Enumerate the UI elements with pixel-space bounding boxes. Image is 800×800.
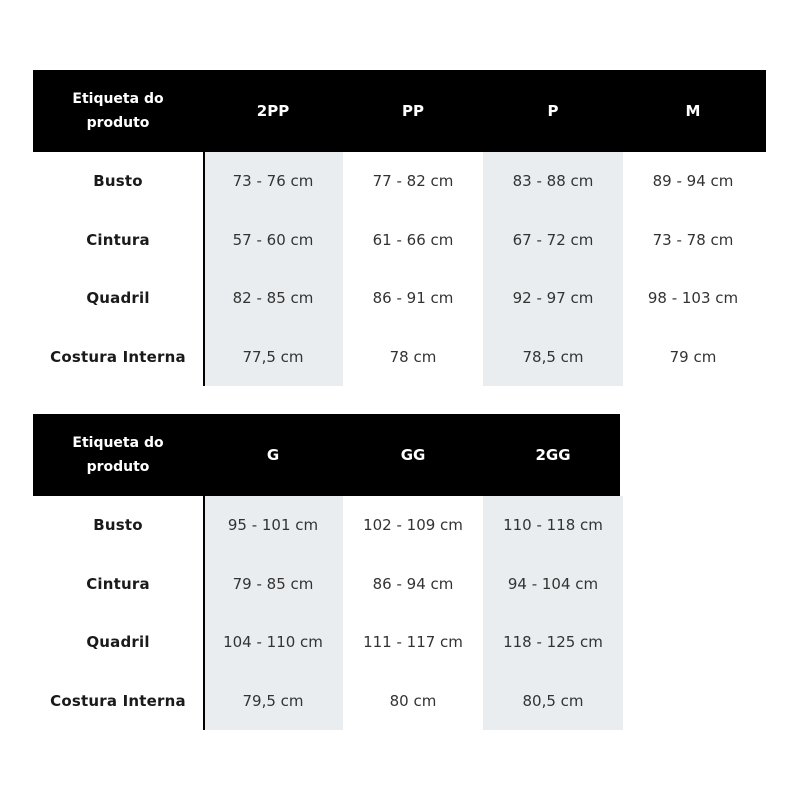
table-cell: 80,5 cm bbox=[522, 691, 584, 710]
table-cell: 61 - 66 cm bbox=[372, 230, 454, 249]
size-header-g: G bbox=[266, 446, 280, 464]
table-cell: 94 - 104 cm bbox=[507, 574, 599, 593]
row-label-busto: Busto bbox=[93, 172, 143, 191]
size-header-pp: PP bbox=[402, 102, 424, 120]
table-cell: 92 - 97 cm bbox=[512, 289, 594, 308]
row-label-quadril: Quadril bbox=[86, 633, 150, 652]
table-cell: 73 - 76 cm bbox=[232, 172, 314, 191]
table-cell: 95 - 101 cm bbox=[227, 516, 319, 535]
table-cell: 79,5 cm bbox=[242, 691, 304, 710]
size-table-1 bbox=[33, 70, 766, 386]
row-label-costura-interna: Costura Interna bbox=[50, 347, 186, 366]
table-cell: 57 - 60 cm bbox=[232, 230, 314, 249]
table-header bbox=[33, 70, 766, 152]
table-cell: 98 - 103 cm bbox=[647, 289, 739, 308]
table-row bbox=[33, 672, 623, 731]
size-table-2 bbox=[33, 414, 623, 730]
table-body bbox=[33, 496, 623, 730]
table-row bbox=[33, 613, 623, 672]
table-cell: 83 - 88 cm bbox=[512, 172, 594, 191]
table-cell: 79 - 85 cm bbox=[232, 574, 314, 593]
table-row bbox=[33, 269, 766, 328]
row-label-costura-interna: Costura Interna bbox=[50, 691, 186, 710]
table-cell: 77 - 82 cm bbox=[372, 172, 454, 191]
row-label-cintura: Cintura bbox=[86, 230, 150, 249]
table-cell: 102 - 109 cm bbox=[363, 516, 463, 535]
table-cell: 78,5 cm bbox=[522, 347, 584, 366]
row-label-busto: Busto bbox=[93, 516, 143, 535]
table-header bbox=[33, 414, 620, 496]
table-cell: 111 - 117 cm bbox=[363, 633, 463, 652]
column-divider bbox=[203, 496, 205, 730]
column-divider bbox=[203, 152, 205, 386]
table-cell: 118 - 125 cm bbox=[503, 633, 603, 652]
table-cell: 77,5 cm bbox=[242, 347, 304, 366]
size-header-2gg: 2GG bbox=[535, 446, 571, 464]
table-cell: 86 - 91 cm bbox=[372, 289, 454, 308]
table-cell: 82 - 85 cm bbox=[232, 289, 314, 308]
size-header-2pp: 2PP bbox=[256, 102, 290, 120]
table-cell: 67 - 72 cm bbox=[512, 230, 594, 249]
table-cell: 80 cm bbox=[389, 691, 437, 710]
table-cell: 73 - 78 cm bbox=[652, 230, 734, 249]
row-label-quadril: Quadril bbox=[86, 289, 150, 308]
table-cell: 110 - 118 cm bbox=[503, 516, 603, 535]
header-label: Etiqueta do produto bbox=[72, 91, 164, 131]
table-body bbox=[33, 152, 766, 386]
table-row bbox=[33, 211, 766, 270]
table-row bbox=[33, 152, 766, 211]
size-header-p: P bbox=[547, 102, 559, 120]
row-label-cintura: Cintura bbox=[86, 574, 150, 593]
table-row bbox=[33, 496, 623, 555]
size-header-m: M bbox=[685, 102, 701, 120]
table-row bbox=[33, 555, 623, 614]
table-cell: 86 - 94 cm bbox=[372, 574, 454, 593]
table-cell: 104 - 110 cm bbox=[223, 633, 323, 652]
table-row bbox=[33, 328, 766, 387]
header-label: Etiqueta do produto bbox=[72, 435, 164, 475]
size-header-gg: GG bbox=[400, 446, 426, 464]
table-cell: 79 cm bbox=[669, 347, 717, 366]
table-cell: 78 cm bbox=[389, 347, 437, 366]
table-cell: 89 - 94 cm bbox=[652, 172, 734, 191]
